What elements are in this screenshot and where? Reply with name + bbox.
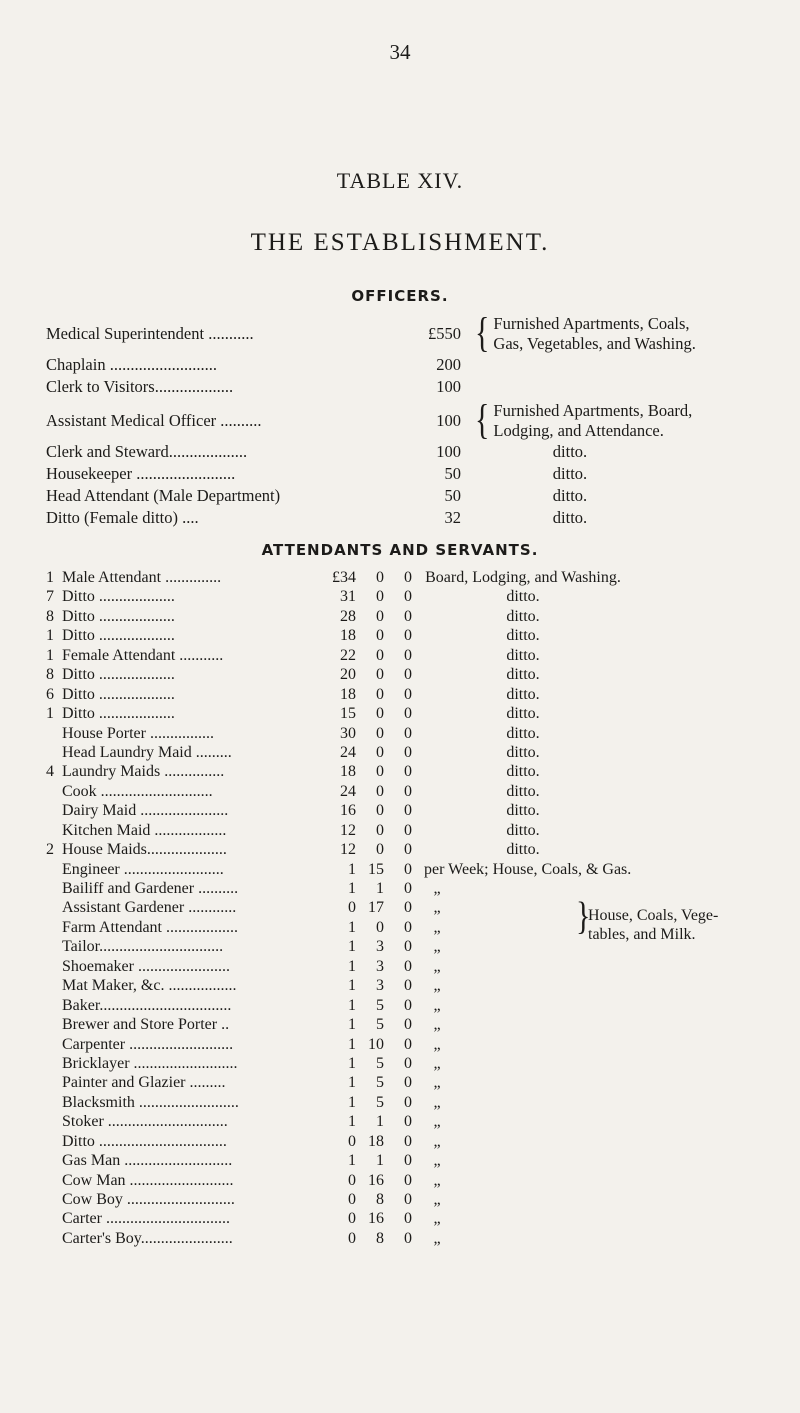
officer-salary: 100	[436, 377, 461, 396]
staff-role: Laundry Maids ...............	[62, 763, 225, 781]
staff-note: „	[433, 1035, 441, 1053]
staff-role: Carter ...............................	[62, 1210, 230, 1228]
staff-count: 1	[46, 569, 54, 586]
staff-note: ditto.	[506, 627, 540, 645]
officer-name: Head Attendant (Male Department)	[46, 486, 281, 505]
staff-note: „	[433, 1054, 441, 1072]
staff-pence: 0	[404, 938, 412, 956]
officer-row	[46, 309, 746, 356]
attendants-table	[46, 569, 746, 1249]
staff-shillings: 15	[368, 860, 384, 878]
staff-pence: 0	[404, 996, 412, 1014]
staff-row	[46, 880, 746, 899]
staff-role: House Porter ................	[62, 724, 214, 742]
staff-count: 6	[46, 685, 54, 703]
staff-count: 4	[46, 763, 54, 781]
staff-note: „	[433, 1152, 441, 1170]
staff-pence: 0	[404, 821, 412, 839]
officer-note-line: ditto.	[552, 508, 588, 527]
staff-pence: 0	[404, 607, 412, 625]
staff-note: „	[433, 1171, 441, 1189]
staff-shillings: 0	[376, 588, 384, 606]
staff-role: Ditto ................................	[62, 1132, 227, 1150]
staff-shillings: 0	[376, 743, 384, 761]
staff-pounds: 1	[348, 1035, 356, 1053]
staff-note: ditto.	[506, 821, 540, 839]
bracket-note-line: tables, and Milk.	[588, 926, 696, 943]
staff-pounds: 0	[348, 1132, 356, 1150]
officer-note	[461, 464, 665, 484]
staff-row	[46, 958, 746, 977]
staff-note: ditto.	[506, 607, 540, 625]
officer-note	[461, 309, 696, 356]
establishment-title: THE ESTABLISHMENT.	[250, 229, 550, 256]
staff-pence: 0	[404, 1074, 412, 1092]
staff-role: Kitchen Maid ..................	[62, 821, 227, 839]
staff-pounds: 24	[340, 782, 356, 800]
staff-pence: 0	[404, 666, 412, 684]
officer-name: Chaplain ..........................	[46, 355, 217, 374]
staff-shillings: 0	[376, 821, 384, 839]
staff-row	[46, 1074, 746, 1093]
staff-pounds: 1	[348, 996, 356, 1014]
staff-pounds: 1	[348, 1152, 356, 1170]
staff-pence: 0	[404, 1229, 412, 1247]
staff-count: 1	[46, 705, 54, 723]
staff-role: Ditto ...................	[62, 607, 175, 625]
officer-name: Ditto (Female ditto) ....	[46, 508, 199, 527]
officer-note-line: ditto.	[552, 464, 588, 483]
staff-pounds: 1	[348, 860, 356, 878]
staff-note: „	[433, 899, 441, 917]
staff-shillings: 0	[376, 685, 384, 703]
staff-shillings: 16	[368, 1171, 384, 1189]
officer-row	[46, 442, 746, 464]
attendants-heading: ATTENDANTS AND SERVANTS.	[261, 541, 539, 559]
staff-note: „	[433, 880, 441, 897]
bracket-note-line: House, Coals, Vege-	[588, 907, 719, 924]
staff-role: Tailor...............................	[62, 938, 224, 956]
staff-role: Painter and Glazier .........	[62, 1074, 226, 1092]
staff-note: „	[433, 918, 441, 936]
officer-row	[46, 396, 746, 443]
staff-row	[46, 1152, 746, 1171]
staff-row	[46, 1133, 746, 1152]
staff-pounds: 1	[348, 1016, 356, 1034]
staff-role: Dairy Maid ......................	[62, 802, 229, 820]
staff-pence: 0	[404, 841, 412, 859]
staff-row	[46, 1055, 746, 1074]
officer-salary: 200	[436, 355, 461, 374]
staff-role: Cook ............................	[62, 782, 213, 800]
staff-pounds: 30	[340, 724, 356, 742]
staff-role: Carpenter ..........................	[62, 1035, 234, 1053]
bracket-note	[576, 895, 719, 944]
staff-pence: 0	[404, 1054, 412, 1072]
staff-role: Bailiff and Gardener ..........	[62, 880, 239, 897]
staff-shillings: 0	[376, 918, 384, 936]
staff-note: „	[433, 1093, 441, 1111]
staff-shillings: 3	[376, 938, 384, 956]
staff-pence: 0	[404, 705, 412, 723]
staff-row	[46, 783, 746, 802]
staff-role: Shoemaker .......................	[62, 957, 230, 975]
staff-pounds: 0	[348, 899, 356, 917]
officer-salary: 100	[436, 442, 461, 461]
staff-role: Brewer and Store Porter ..	[62, 1016, 230, 1034]
staff-shillings: 18	[368, 1132, 384, 1150]
staff-row	[46, 763, 746, 782]
staff-shillings: 17	[368, 899, 384, 917]
officer-name: Clerk and Steward...................	[46, 442, 248, 461]
staff-count: 7	[46, 588, 54, 606]
officer-row	[46, 508, 746, 530]
staff-pounds: 20	[340, 666, 356, 684]
staff-pounds: 1	[348, 880, 356, 897]
staff-pence: 0	[404, 569, 412, 586]
officer-row	[46, 464, 746, 486]
staff-note: „	[433, 996, 441, 1014]
officer-salary: 32	[444, 508, 461, 527]
staff-pounds: 1	[348, 1113, 356, 1131]
staff-note: ditto.	[506, 841, 540, 859]
staff-row	[46, 588, 746, 607]
officer-note	[461, 442, 665, 462]
brace-icon: {	[475, 309, 490, 356]
staff-note: Board, Lodging, and Washing.	[425, 569, 621, 586]
staff-note: „	[433, 1132, 441, 1150]
officer-note-line: Furnished Apartments, Board,	[493, 400, 693, 420]
staff-row	[46, 1094, 746, 1113]
staff-note: ditto.	[506, 666, 540, 684]
staff-row	[46, 705, 746, 724]
officer-name: Assistant Medical Officer ..........	[46, 410, 262, 430]
staff-row	[46, 725, 746, 744]
staff-role: Ditto ...................	[62, 627, 175, 645]
staff-note: ditto.	[506, 802, 540, 820]
staff-shillings: 0	[376, 607, 384, 625]
staff-shillings: 0	[376, 802, 384, 820]
officer-note	[461, 508, 665, 528]
staff-note: „	[433, 1113, 441, 1131]
staff-pounds: £34	[332, 569, 356, 586]
staff-pence: 0	[404, 1171, 412, 1189]
staff-shillings: 0	[376, 569, 384, 586]
staff-role: Farm Attendant ..................	[62, 918, 238, 936]
staff-pence: 0	[404, 860, 412, 878]
staff-pounds: 28	[340, 607, 356, 625]
staff-pence: 0	[404, 880, 412, 897]
staff-shillings: 5	[376, 1016, 384, 1034]
staff-pence: 0	[404, 782, 412, 800]
staff-row	[46, 1172, 746, 1191]
staff-note: „	[433, 1016, 441, 1034]
staff-count: 1	[46, 627, 54, 645]
officer-salary: 50	[444, 464, 461, 483]
staff-row	[46, 686, 746, 705]
staff-pence: 0	[404, 1132, 412, 1150]
staff-role: House Maids....................	[62, 841, 227, 859]
staff-shillings: 0	[376, 666, 384, 684]
staff-pounds: 16	[340, 802, 356, 820]
staff-shillings: 1	[376, 880, 384, 897]
staff-pence: 0	[404, 1016, 412, 1034]
staff-row	[46, 608, 746, 627]
staff-role: Baker.................................	[62, 996, 232, 1014]
staff-shillings: 1	[376, 1152, 384, 1170]
staff-role: Head Laundry Maid .........	[62, 743, 232, 761]
staff-shillings: 1	[376, 1113, 384, 1131]
officer-note-line: Gas, Vegetables, and Washing.	[493, 333, 696, 353]
staff-shillings: 3	[376, 957, 384, 975]
staff-pounds: 0	[348, 1229, 356, 1247]
page-number: 34	[389, 40, 411, 64]
staff-pounds: 1	[348, 1074, 356, 1092]
staff-role: Carter's Boy.......................	[62, 1229, 233, 1247]
staff-role: Ditto ...................	[62, 666, 175, 684]
staff-pounds: 0	[348, 1191, 356, 1208]
staff-pounds: 0	[348, 1210, 356, 1228]
staff-note: „	[433, 1210, 441, 1228]
staff-shillings: 5	[376, 1093, 384, 1111]
staff-row	[46, 802, 746, 821]
staff-shillings: 10	[368, 1035, 384, 1053]
staff-note: ditto.	[506, 763, 540, 781]
staff-pence: 0	[404, 1191, 412, 1208]
staff-shillings: 8	[376, 1229, 384, 1247]
staff-role: Mat Maker, &c. .................	[62, 977, 237, 995]
staff-pounds: 18	[340, 763, 356, 781]
staff-role: Female Attendant ...........	[62, 646, 224, 664]
staff-pence: 0	[404, 957, 412, 975]
staff-shillings: 0	[376, 627, 384, 645]
officer-note-line: ditto.	[552, 442, 588, 461]
staff-row	[46, 647, 746, 666]
staff-role: Male Attendant ..............	[62, 569, 222, 586]
staff-shillings: 5	[376, 996, 384, 1014]
staff-row	[46, 1191, 746, 1210]
officer-salary: 100	[436, 410, 461, 430]
staff-note: „	[433, 1074, 441, 1092]
staff-pence: 0	[404, 743, 412, 761]
staff-pence: 0	[404, 1035, 412, 1053]
staff-pounds: 1	[348, 977, 356, 995]
staff-row	[46, 997, 746, 1016]
staff-count: 2	[46, 841, 54, 859]
staff-note: ditto.	[506, 724, 540, 742]
staff-note: „	[433, 1191, 441, 1208]
officer-salary: £550	[428, 323, 461, 343]
staff-row	[46, 977, 746, 996]
staff-row	[46, 627, 746, 646]
staff-pounds: 1	[348, 918, 356, 936]
staff-shillings: 0	[376, 705, 384, 723]
staff-shillings: 5	[376, 1074, 384, 1092]
staff-role: Blacksmith .........................	[62, 1093, 239, 1111]
staff-role: Stoker ..............................	[62, 1113, 228, 1131]
staff-role: Engineer .........................	[62, 860, 224, 878]
staff-shillings: 0	[376, 646, 384, 664]
staff-role: Ditto ...................	[62, 685, 175, 703]
staff-pence: 0	[404, 899, 412, 917]
staff-shillings: 0	[376, 763, 384, 781]
staff-shillings: 3	[376, 977, 384, 995]
staff-shillings: 0	[376, 782, 384, 800]
staff-note: „	[433, 957, 441, 975]
staff-pence: 0	[404, 918, 412, 936]
staff-pence: 0	[404, 1210, 412, 1228]
staff-count: 8	[46, 607, 54, 625]
staff-pence: 0	[404, 724, 412, 742]
staff-pence: 0	[404, 646, 412, 664]
staff-pence: 0	[404, 1152, 412, 1170]
staff-role: Ditto ...................	[62, 588, 175, 606]
staff-pounds: 1	[348, 1093, 356, 1111]
staff-row	[46, 1230, 746, 1249]
officers-heading: OFFICERS.	[351, 287, 449, 305]
staff-note: „	[433, 977, 441, 995]
staff-shillings: 8	[376, 1191, 384, 1208]
staff-row	[46, 841, 746, 860]
staff-row	[46, 1113, 746, 1132]
staff-role: Cow Man ..........................	[62, 1171, 234, 1189]
staff-note: ditto.	[506, 685, 540, 703]
staff-shillings: 0	[376, 841, 384, 859]
staff-pence: 0	[404, 977, 412, 995]
staff-pounds: 0	[348, 1171, 356, 1189]
staff-note: per Week; House, Coals, & Gas.	[424, 860, 632, 878]
staff-row	[46, 1016, 746, 1035]
staff-note: ditto.	[506, 743, 540, 761]
staff-row	[46, 744, 746, 763]
staff-pounds: 1	[348, 938, 356, 956]
staff-note: ditto.	[506, 782, 540, 800]
staff-row	[46, 569, 746, 588]
staff-row	[46, 666, 746, 685]
staff-pounds: 15	[340, 705, 356, 723]
staff-row	[46, 1036, 746, 1055]
staff-note: „	[433, 938, 441, 956]
officer-row	[46, 355, 746, 377]
staff-row	[46, 1210, 746, 1229]
staff-shillings: 0	[376, 724, 384, 742]
officer-row	[46, 486, 746, 508]
officer-row	[46, 377, 746, 399]
staff-role: Ditto ...................	[62, 705, 175, 723]
staff-pounds: 12	[340, 841, 356, 859]
staff-pence: 0	[404, 627, 412, 645]
officer-salary: 50	[444, 486, 461, 505]
staff-role: Gas Man ...........................	[62, 1152, 233, 1170]
staff-pounds: 18	[340, 627, 356, 645]
staff-pounds: 12	[340, 821, 356, 839]
officer-name: Medical Superintendent ...........	[46, 323, 254, 343]
officer-name: Housekeeper ........................	[46, 464, 236, 483]
staff-pounds: 24	[340, 743, 356, 761]
staff-row	[46, 861, 746, 880]
staff-note: ditto.	[506, 705, 540, 723]
officer-note	[461, 396, 693, 443]
staff-pence: 0	[404, 802, 412, 820]
staff-role: Cow Boy ...........................	[62, 1191, 235, 1208]
bracket-icon: }	[576, 895, 591, 938]
staff-role: Bricklayer ..........................	[62, 1054, 238, 1072]
officer-note-line: Lodging, and Attendance.	[493, 420, 664, 440]
staff-count: 1	[46, 646, 54, 664]
staff-pence: 0	[404, 1113, 412, 1131]
staff-role: Assistant Gardener ............	[62, 899, 237, 917]
staff-shillings: 16	[368, 1210, 384, 1228]
staff-count: 8	[46, 666, 54, 684]
table-title: TABLE XIV.	[336, 168, 464, 193]
staff-pounds: 22	[340, 646, 356, 664]
officer-name: Clerk to Visitors...................	[46, 377, 234, 396]
staff-pounds: 18	[340, 685, 356, 703]
staff-note: „	[433, 1229, 441, 1247]
officer-note-line: Furnished Apartments, Coals,	[493, 313, 690, 333]
brace-icon: {	[475, 396, 490, 443]
staff-row	[46, 822, 746, 841]
staff-pence: 0	[404, 763, 412, 781]
staff-note: ditto.	[506, 646, 540, 664]
officer-note-line: ditto.	[552, 486, 588, 505]
staff-shillings: 5	[376, 1054, 384, 1072]
staff-pounds: 1	[348, 957, 356, 975]
officer-note	[461, 486, 665, 506]
staff-pence: 0	[404, 1093, 412, 1111]
staff-pounds: 1	[348, 1054, 356, 1072]
staff-pounds: 31	[340, 588, 356, 606]
officers-table	[46, 309, 746, 530]
staff-note: ditto.	[506, 588, 540, 606]
staff-pence: 0	[404, 685, 412, 703]
staff-pence: 0	[404, 588, 412, 606]
